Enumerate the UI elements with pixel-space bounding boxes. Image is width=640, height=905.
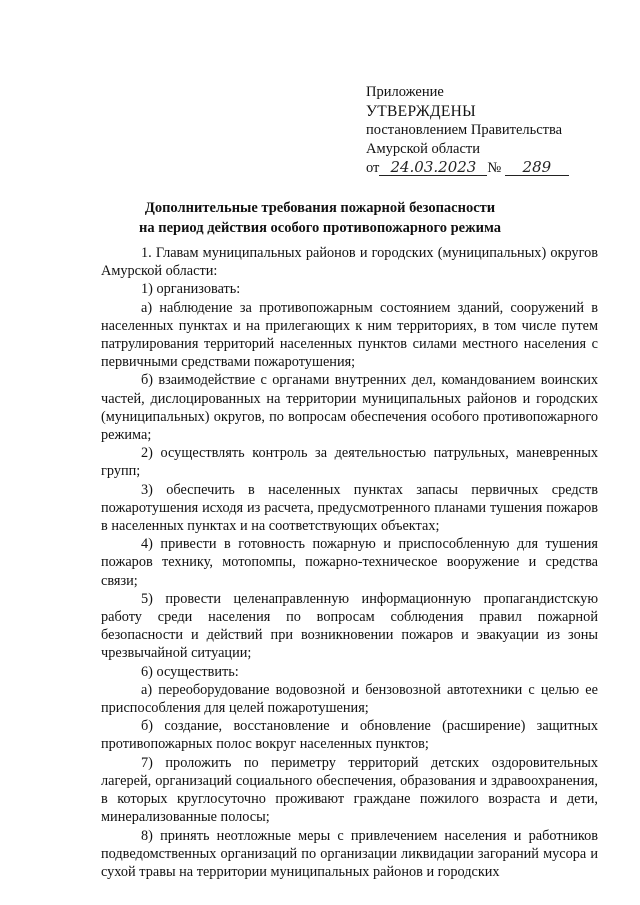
paragraph-1-1-b: б) взаимодействие с органами внутренних дел, командованием воинских частей, дислоцированных на территории муниципальных районов и городских (муниципальных) округов, по вопросам обеспечения особого противопожарного режима; (101, 372, 598, 444)
number-prefix: № (487, 160, 502, 176)
paragraph-1-2: 2) осуществлять контроль за деятельностью патрульных, маневренных групп; (101, 445, 598, 480)
paragraph-1-6-a: а) переоборудование водовозной и бензовозной автотехники с целью ее приспособления для целей пожаротушения; (101, 681, 598, 717)
approval-block (366, 83, 606, 178)
approved-label: УТВЕРЖДЕНЫ (366, 103, 476, 120)
date-number-line (366, 159, 606, 178)
handwritten-number: 289 (505, 160, 569, 176)
appendix-label: Приложение (366, 84, 444, 100)
paragraph-1-1: 1) организовать: (141, 281, 241, 298)
paragraph-1: 1. Главам муниципальных районов и городских (муниципальных) округов Амурской области: (101, 245, 598, 280)
handwritten-date: 24.03.2023 (379, 160, 487, 176)
title-line-1: Дополнительные требования пожарной безопасности (144, 200, 496, 216)
paragraph-1-4: 4) привести в готовность пожарную и приспособленную для тушения пожаров технику, мотопомпы, пожарно-техническое вооружение и средства связи; (101, 536, 598, 589)
paragraph-1-6: 6) осуществить: (141, 663, 239, 680)
document-body (101, 244, 598, 881)
date-prefix: от (366, 160, 380, 176)
paragraph-1-8: 8) принять неотложные меры с привлечением населения и работников подведомственных организаций по организации ликвидации загораний мусора и сухой травы на территории муниципальных районов и городских (101, 827, 598, 880)
resolution-label: постановлением Правительства (366, 122, 563, 138)
paragraph-1-7: 7) проложить по периметру территорий детских оздоровительных лагерей, организаций социального обеспечения, образования и здравоохранения, в которых круглосуточно проживают граждане пожилого возраста и дети, минерализованные полосы; (101, 754, 598, 826)
paragraph-1-3: 3) обеспечить в населенных пунктах запасы первичных средств пожаротушения исходя из расчета, предусмотренного планами тушения пожаров в населенных пунктах и на соответствующих объектах; (101, 481, 598, 535)
paragraph-1-1-a: а) наблюдение за противопожарным состоянием зданий, сооружений в населенных пунктах и на прилегающих к ним территориях, в том числе путем патрулирования территорий населенных пунктов силами местного населения с первичными средствами пожаротушения; (101, 299, 598, 371)
title-line-2: на период действия особого противопожарного режима (138, 220, 502, 236)
region-label: Амурской области (366, 141, 480, 157)
paragraph-1-6-b: б) создание, восстановление и обновление (расширение) защитных противопожарных полос вокруг населенных пунктов; (101, 718, 598, 753)
paragraph-1-5: 5) провести целенаправленную информационную пропагандистскую работу среди населения по вопросам соблюдения правил пожарной безопасности и действий при возникновении пожаров и эвакуации из зоны чрезвычайной ситуации; (101, 590, 598, 662)
document-title (0, 198, 640, 238)
